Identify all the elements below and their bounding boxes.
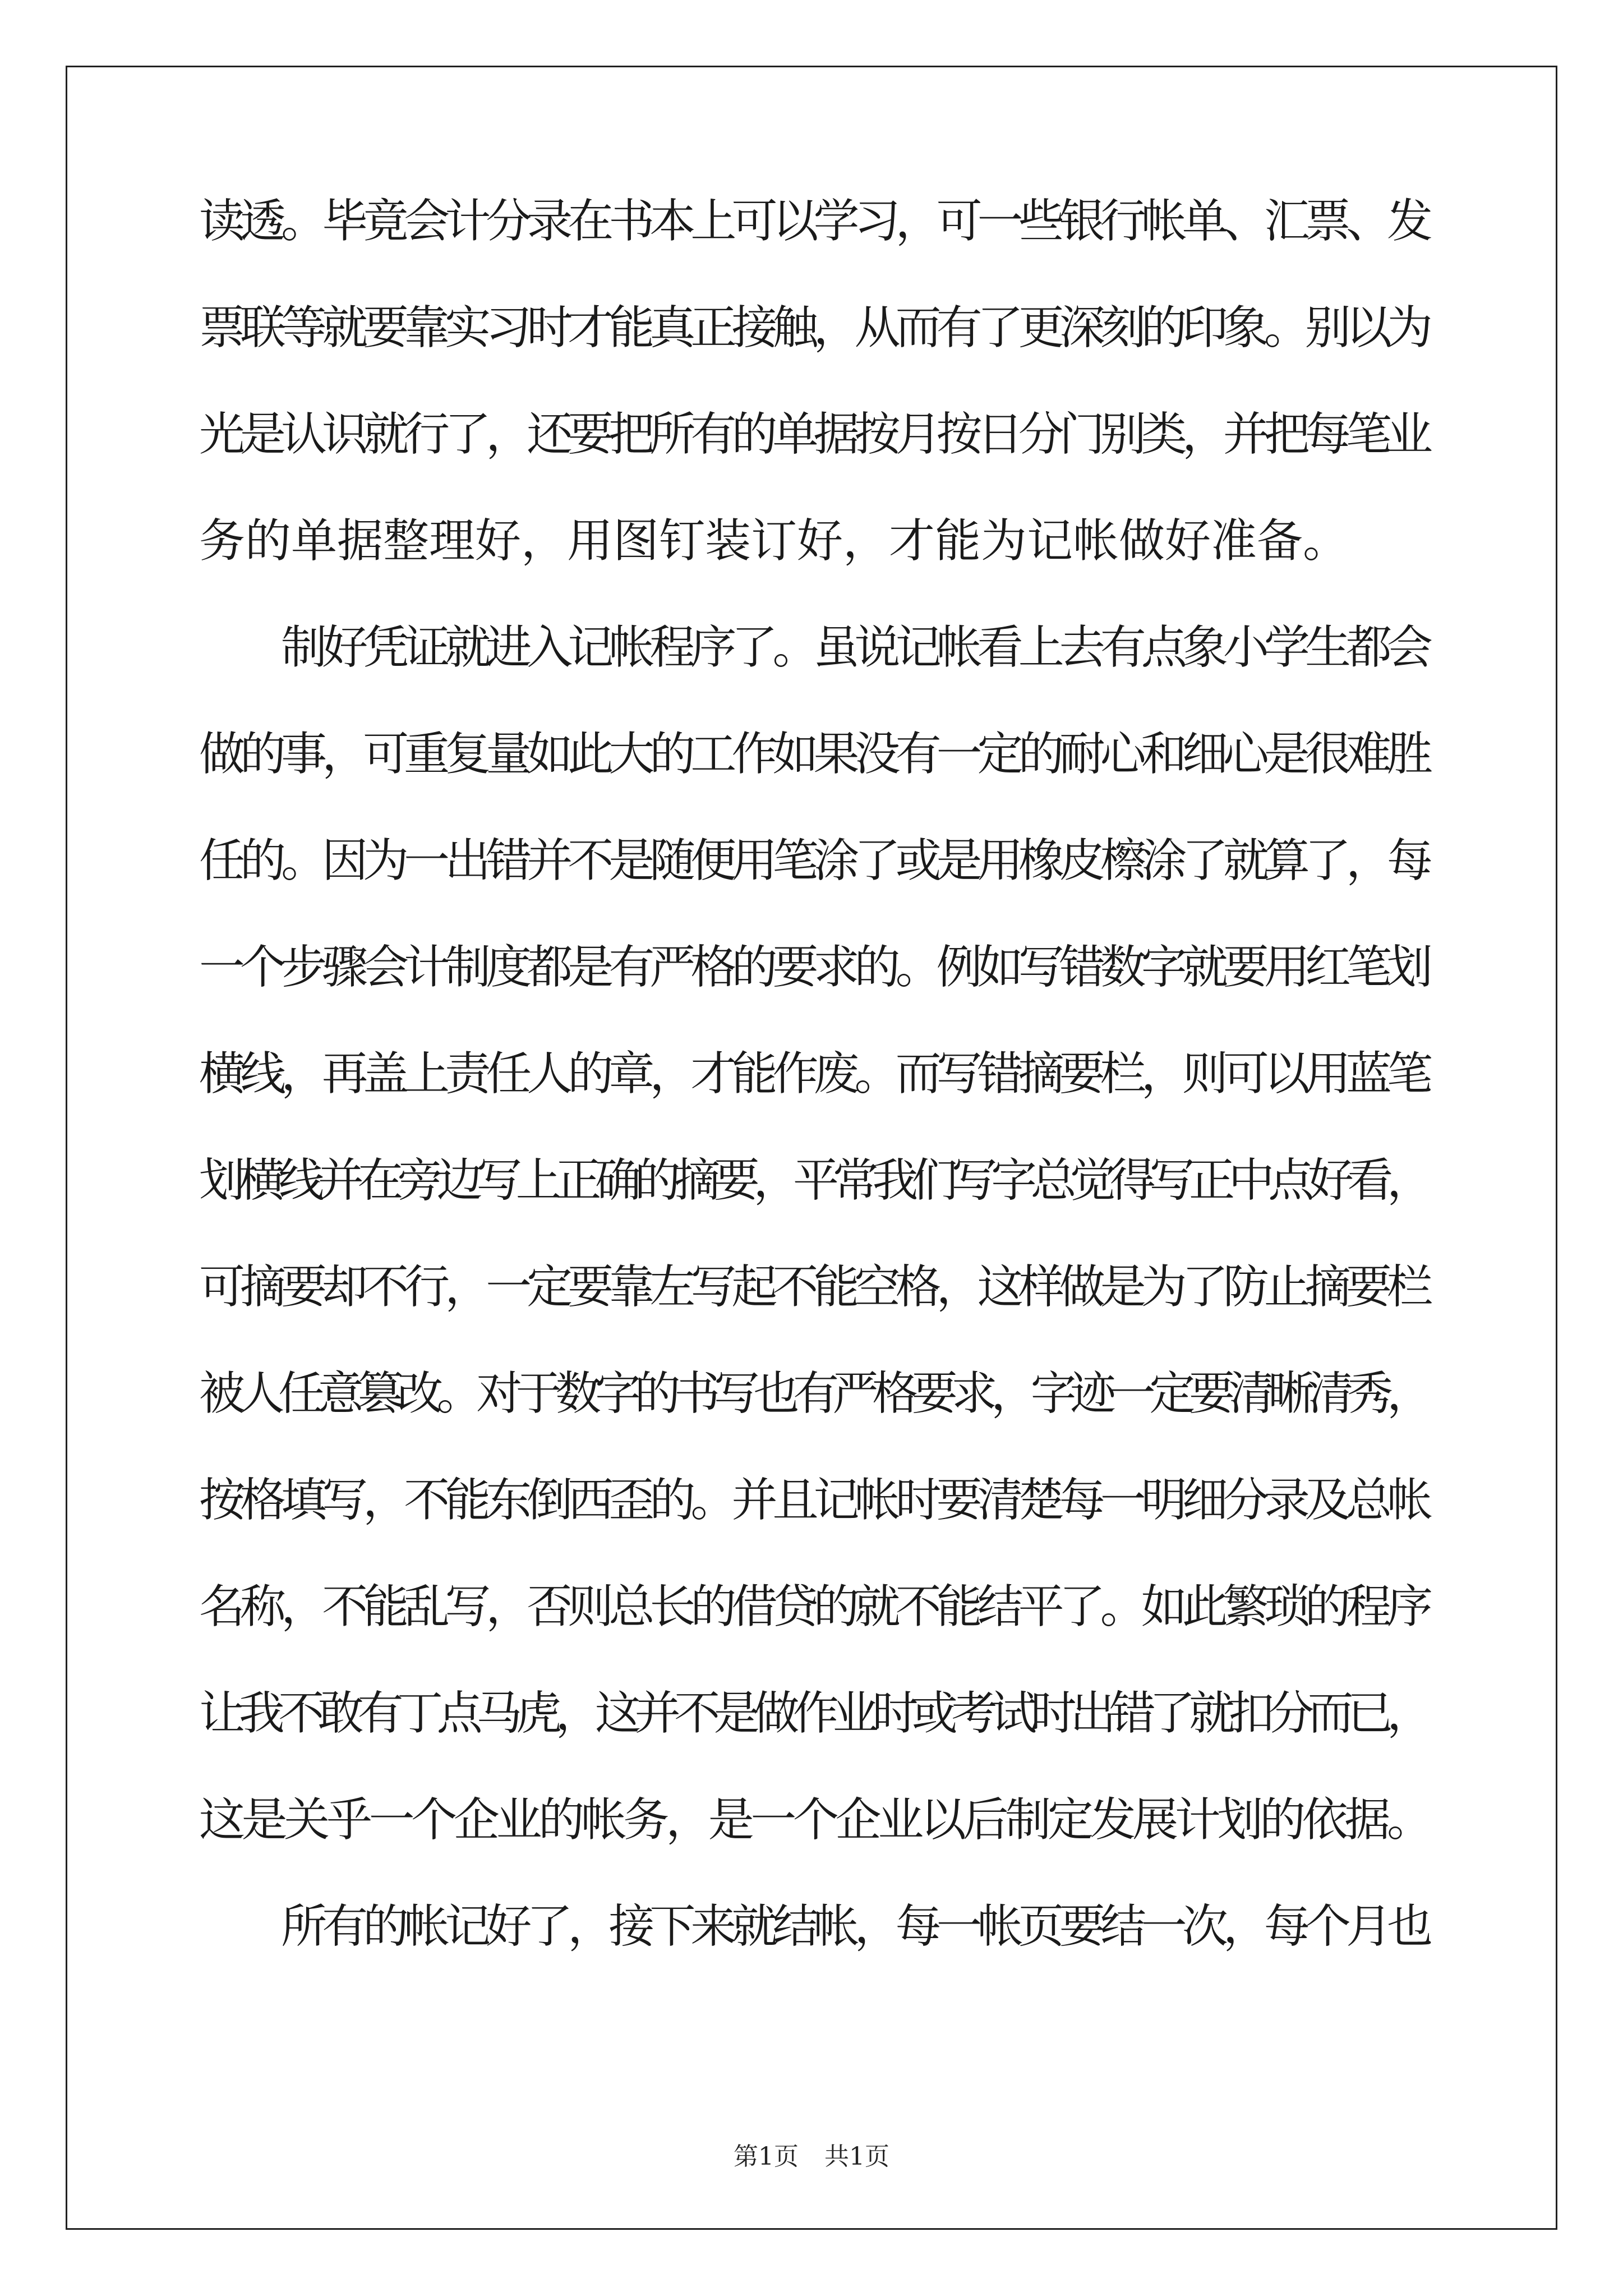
text-line: 被人任意篡改。对于数字的书写也有严格要求，字迹一定要清晰清秀， xyxy=(199,1367,1427,1420)
text-line: 光是认识就行了，还要把所有的单据按月按日分门别类，并把每笔业 xyxy=(199,408,1428,461)
document-body xyxy=(199,168,1433,1980)
text-line: 划横线并在旁边写上正确的摘要，平常我们写字总觉得写正中点好看， xyxy=(199,1154,1427,1207)
text-line: 这是关乎一个企业的帐务，是一个企业以后制定发展计划的依据。 xyxy=(199,1793,1430,1847)
text-line: 制好凭证就进入记帐程序了。虽说记帐看上去有点象小学生都会 xyxy=(199,621,1428,674)
text-line: 票联等就要靠实习时才能真正接触，从而有了更深刻的印象。别以为 xyxy=(199,301,1428,355)
page-number: 第1页 xyxy=(734,2142,799,2171)
text-line: 务的单据整理好，用图钉装订好，才能为记帐做好准备。 xyxy=(199,514,1349,568)
text-line: 让我不敢有丁点马虎，这并不是做作业时或考试时出错了就扣分而已， xyxy=(199,1687,1427,1740)
page-footer xyxy=(0,2136,1623,2172)
text-line: 做的事，可重复量如此大的工作如果没有一定的耐心和细心是很难胜 xyxy=(199,728,1428,781)
page-total: 共1页 xyxy=(824,2142,889,2171)
text-line: 横线，再盖上责任人的章，才能作废。而写错摘要栏，则可以用蓝笔 xyxy=(199,1047,1428,1101)
text-line: 一个步骤会计制度都是有严格的要求的。例如写错数字就要用红笔划 xyxy=(199,941,1428,994)
text-line: 所有的帐记好了，接下来就结帐，每一帐页要结一次，每个月也 xyxy=(199,1900,1428,1953)
text-line: 可摘要却不行，一定要靠左写起不能空格，这样做是为了防止摘要栏 xyxy=(199,1260,1428,1314)
text-line: 任的。因为一出错并不是随便用笔涂了或是用橡皮檫涂了就算了，每 xyxy=(199,834,1428,887)
text-line: 读透。毕竟会计分录在书本上可以学习，可一些银行帐单、汇票、发 xyxy=(199,195,1428,248)
text-line: 名称，不能乱写，否则总长的借贷的就不能结平了。如此繁琐的程序 xyxy=(199,1580,1428,1634)
text-line: 按格填写，不能东倒西歪的。并且记帐时要清楚每一明细分录及总帐 xyxy=(199,1474,1428,1527)
